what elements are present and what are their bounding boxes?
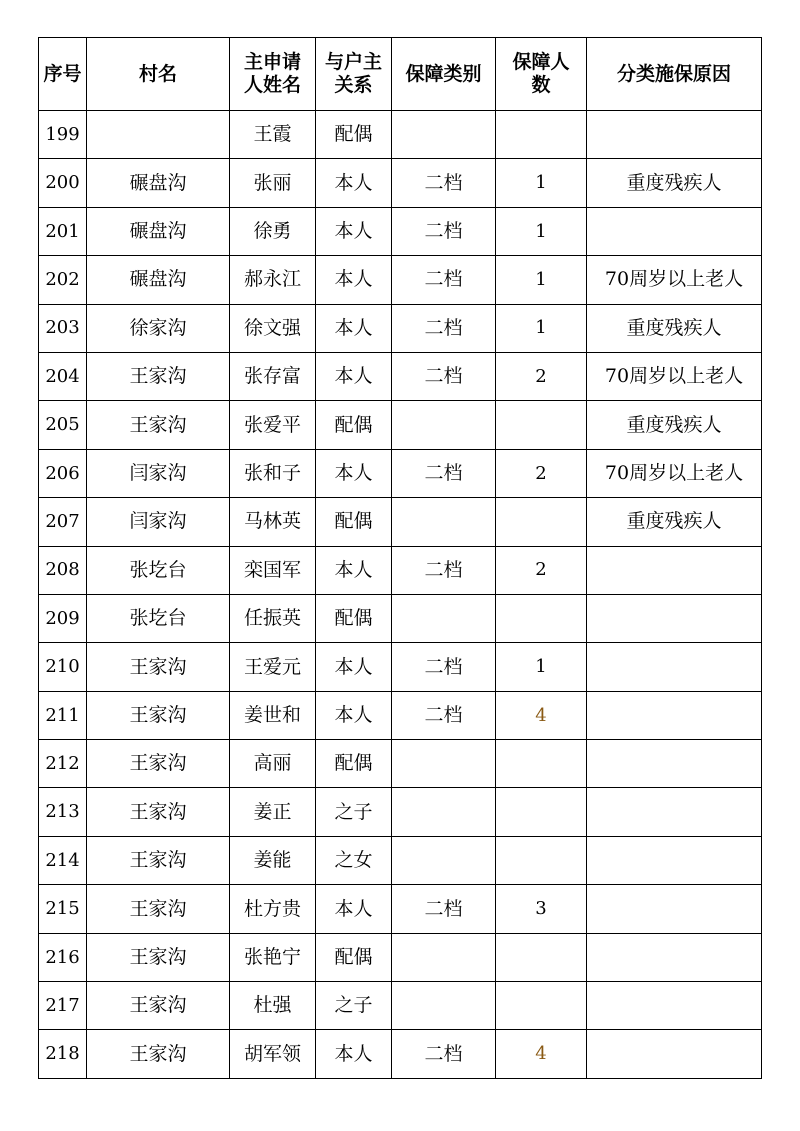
table-row [39, 594, 762, 642]
cell-name: 张丽 [230, 159, 316, 207]
cell-relation: 本人 [316, 159, 392, 207]
cell-reason [587, 594, 762, 642]
cell-count [496, 401, 587, 449]
header-relation-line2: 关系 [334, 74, 373, 96]
cell-reason: 重度残疾人 [587, 304, 762, 352]
cell-count: 1 [496, 643, 587, 691]
table-row [39, 111, 762, 159]
cell-village: 王家沟 [87, 885, 230, 933]
cell-seq: 199 [39, 111, 87, 159]
cell-name: 徐文强 [230, 304, 316, 352]
cell-category: 二档 [392, 1030, 496, 1078]
table-row [39, 207, 762, 255]
cell-reason [587, 546, 762, 594]
cell-relation: 本人 [316, 546, 392, 594]
cell-category [392, 982, 496, 1030]
cell-seq: 200 [39, 159, 87, 207]
header-category: 保障类别 [392, 38, 496, 111]
cell-village: 王家沟 [87, 982, 230, 1030]
table-row [39, 1030, 762, 1078]
cell-village: 王家沟 [87, 352, 230, 400]
cell-name: 栾国军 [230, 546, 316, 594]
cell-reason: 重度残疾人 [587, 159, 762, 207]
cell-seq: 206 [39, 449, 87, 497]
cell-count: 1 [496, 159, 587, 207]
table-row [39, 885, 762, 933]
cell-village: 闫家沟 [87, 498, 230, 546]
cell-relation: 之女 [316, 836, 392, 884]
cell-relation: 本人 [316, 256, 392, 304]
cell-relation: 配偶 [316, 401, 392, 449]
cell-village: 徐家沟 [87, 304, 230, 352]
cell-village: 碾盘沟 [87, 207, 230, 255]
header-applicant-line1: 主申请 [243, 51, 301, 74]
cell-village: 王家沟 [87, 1030, 230, 1078]
cell-reason [587, 885, 762, 933]
cell-reason [587, 1030, 762, 1078]
cell-village: 王家沟 [87, 836, 230, 884]
cell-seq: 217 [39, 982, 87, 1030]
table-row [39, 788, 762, 836]
table-row [39, 352, 762, 400]
cell-name: 胡军领 [230, 1030, 316, 1078]
cell-reason [587, 111, 762, 159]
cell-count [496, 111, 587, 159]
cell-village: 王家沟 [87, 643, 230, 691]
cell-category: 二档 [392, 546, 496, 594]
cell-count [496, 982, 587, 1030]
cell-relation: 本人 [316, 304, 392, 352]
cell-category [392, 111, 496, 159]
cell-reason: 70周岁以上老人 [587, 449, 762, 497]
table-row [39, 159, 762, 207]
cell-village: 王家沟 [87, 933, 230, 981]
cell-reason: 70周岁以上老人 [587, 256, 762, 304]
cell-category [392, 498, 496, 546]
cell-category [392, 933, 496, 981]
cell-village [87, 111, 230, 159]
cell-name: 王霞 [230, 111, 316, 159]
cell-village: 碾盘沟 [87, 256, 230, 304]
cell-seq: 216 [39, 933, 87, 981]
table-row [39, 982, 762, 1030]
cell-category: 二档 [392, 159, 496, 207]
cell-category: 二档 [392, 885, 496, 933]
cell-relation: 配偶 [316, 740, 392, 788]
cell-name: 姜能 [230, 836, 316, 884]
table-row [39, 546, 762, 594]
cell-count: 2 [496, 352, 587, 400]
cell-name: 张存富 [230, 352, 316, 400]
cell-relation: 配偶 [316, 933, 392, 981]
cell-reason [587, 207, 762, 255]
header-row [39, 38, 762, 111]
header-village: 村名 [87, 38, 230, 111]
cell-count [496, 788, 587, 836]
cell-reason [587, 691, 762, 739]
cell-name: 郝永江 [230, 256, 316, 304]
cell-seq: 207 [39, 498, 87, 546]
cell-seq: 212 [39, 740, 87, 788]
cell-reason [587, 740, 762, 788]
cell-name: 徐勇 [230, 207, 316, 255]
table-row [39, 401, 762, 449]
cell-category [392, 836, 496, 884]
cell-count [496, 933, 587, 981]
cell-village: 王家沟 [87, 740, 230, 788]
cell-name: 张艳宁 [230, 933, 316, 981]
cell-name: 张和子 [230, 449, 316, 497]
cell-reason: 70周岁以上老人 [587, 352, 762, 400]
cell-category: 二档 [392, 352, 496, 400]
cell-seq: 202 [39, 256, 87, 304]
cell-village: 张圪台 [87, 546, 230, 594]
header-relation-line1: 与户主 [324, 51, 382, 74]
cell-relation: 本人 [316, 449, 392, 497]
cell-seq: 205 [39, 401, 87, 449]
cell-name: 姜世和 [230, 691, 316, 739]
cell-reason: 重度残疾人 [587, 498, 762, 546]
cell-name: 高丽 [230, 740, 316, 788]
cell-reason [587, 836, 762, 884]
cell-village: 王家沟 [87, 691, 230, 739]
cell-category [392, 594, 496, 642]
cell-category: 二档 [392, 449, 496, 497]
cell-category [392, 788, 496, 836]
cell-category: 二档 [392, 304, 496, 352]
cell-name: 马林英 [230, 498, 316, 546]
cell-seq: 213 [39, 788, 87, 836]
cell-relation: 本人 [316, 352, 392, 400]
header-reason: 分类施保原因 [587, 38, 762, 111]
cell-count [496, 836, 587, 884]
header-count [496, 38, 587, 111]
cell-count: 4 [496, 691, 587, 739]
header-seq: 序号 [39, 38, 87, 111]
cell-seq: 208 [39, 546, 87, 594]
cell-name: 任振英 [230, 594, 316, 642]
cell-category: 二档 [392, 691, 496, 739]
cell-reason [587, 982, 762, 1030]
cell-relation: 本人 [316, 1030, 392, 1078]
cell-category [392, 740, 496, 788]
cell-village: 王家沟 [87, 788, 230, 836]
cell-relation: 本人 [316, 207, 392, 255]
header-count-line1: 保障人 [512, 51, 570, 74]
cell-count [496, 594, 587, 642]
cell-seq: 209 [39, 594, 87, 642]
cell-relation: 配偶 [316, 111, 392, 159]
cell-seq: 215 [39, 885, 87, 933]
cell-relation: 之子 [316, 982, 392, 1030]
cell-reason: 重度残疾人 [587, 401, 762, 449]
cell-relation: 本人 [316, 643, 392, 691]
cell-seq: 211 [39, 691, 87, 739]
cell-count: 1 [496, 207, 587, 255]
cell-name: 杜强 [230, 982, 316, 1030]
cell-reason [587, 933, 762, 981]
cell-reason [587, 643, 762, 691]
cell-count: 4 [496, 1030, 587, 1078]
table-row [39, 498, 762, 546]
cell-village: 张圪台 [87, 594, 230, 642]
cell-village: 闫家沟 [87, 449, 230, 497]
header-relation [316, 38, 392, 111]
cell-count: 3 [496, 885, 587, 933]
header-count-line2: 数 [531, 74, 551, 96]
cell-category: 二档 [392, 256, 496, 304]
cell-seq: 218 [39, 1030, 87, 1078]
table-row [39, 740, 762, 788]
cell-name: 杜方贵 [230, 885, 316, 933]
table-row [39, 643, 762, 691]
cell-category [392, 401, 496, 449]
cell-category: 二档 [392, 207, 496, 255]
table-row [39, 691, 762, 739]
cell-name: 张爱平 [230, 401, 316, 449]
cell-relation: 本人 [316, 885, 392, 933]
cell-relation: 配偶 [316, 594, 392, 642]
cell-seq: 210 [39, 643, 87, 691]
cell-count [496, 498, 587, 546]
cell-village: 碾盘沟 [87, 159, 230, 207]
cell-name: 姜正 [230, 788, 316, 836]
cell-count: 2 [496, 449, 587, 497]
cell-reason [587, 788, 762, 836]
cell-category: 二档 [392, 643, 496, 691]
cell-count: 1 [496, 304, 587, 352]
cell-seq: 204 [39, 352, 87, 400]
cell-count: 1 [496, 256, 587, 304]
cell-village: 王家沟 [87, 401, 230, 449]
cell-relation: 配偶 [316, 498, 392, 546]
cell-seq: 203 [39, 304, 87, 352]
cell-count: 2 [496, 546, 587, 594]
cell-relation: 之子 [316, 788, 392, 836]
table-row [39, 836, 762, 884]
cell-seq: 201 [39, 207, 87, 255]
cell-seq: 214 [39, 836, 87, 884]
table-row [39, 256, 762, 304]
table-row [39, 304, 762, 352]
header-applicant [230, 38, 316, 111]
assistance-table [38, 37, 762, 1079]
cell-relation: 本人 [316, 691, 392, 739]
cell-name: 王爱元 [230, 643, 316, 691]
table-row [39, 933, 762, 981]
cell-count [496, 740, 587, 788]
header-applicant-line2: 人姓名 [243, 74, 301, 96]
table-row [39, 449, 762, 497]
